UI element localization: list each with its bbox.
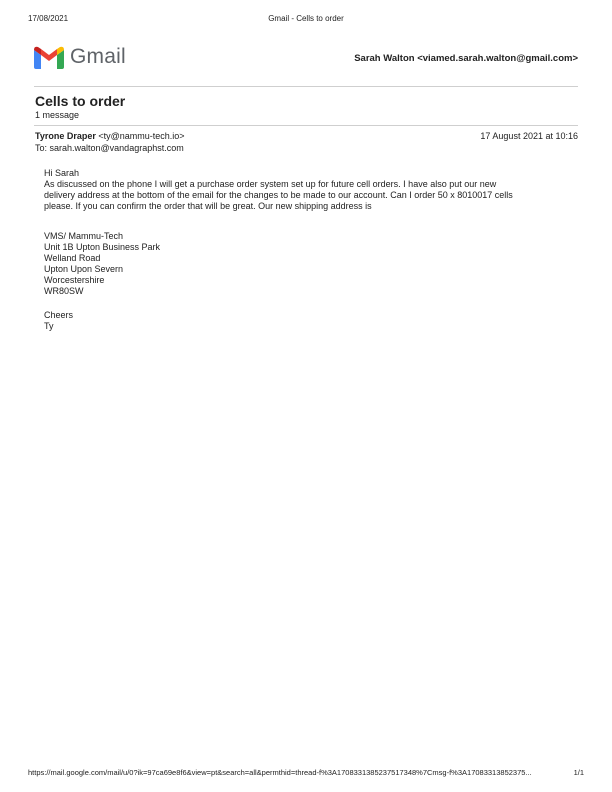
header-divider bbox=[34, 86, 578, 87]
gmail-logo bbox=[34, 44, 126, 70]
gmail-m-icon bbox=[34, 46, 64, 69]
sender bbox=[35, 131, 185, 141]
body-line: please. If you can confirm the order that will be great. Our new shipping address is bbox=[44, 201, 372, 211]
signoff: Cheers bbox=[44, 310, 74, 320]
page-number: 1/1 bbox=[573, 768, 584, 777]
account-identity: Sarah Walton <viamed.sarah.walton@gmail.com> bbox=[354, 53, 578, 64]
greeting: Hi Sarah bbox=[44, 168, 80, 178]
print-page-title: Gmail - Cells to order bbox=[268, 14, 344, 23]
address-line: VMS/ Mammu-Tech bbox=[44, 231, 124, 241]
recipient: To: sarah.walton@vandagraphst.com bbox=[35, 143, 184, 153]
message-body bbox=[44, 168, 564, 332]
sender-email: <ty@nammu-tech.io> bbox=[98, 131, 185, 141]
thread-divider bbox=[34, 125, 578, 126]
address-line: Worcestershire bbox=[44, 275, 105, 285]
body-line: As discussed on the phone I will get a purchase order system set up for future cell orders. I have also put our new bbox=[44, 179, 497, 189]
message-count: 1 message bbox=[35, 110, 80, 120]
address-line: Welland Road bbox=[44, 253, 101, 263]
address-line: Unit 1B Upton Business Park bbox=[44, 242, 161, 252]
body-line: delivery address at the bottom of the email for the changes to be made to our account. Can I order 50 x 8010017 cells bbox=[44, 190, 513, 200]
gmail-wordmark: Gmail bbox=[70, 45, 126, 68]
sender-name: Tyrone Draper bbox=[35, 131, 96, 141]
address-line: WR80SW bbox=[44, 286, 84, 296]
print-date: 17/08/2021 bbox=[28, 14, 69, 23]
print-url: https://mail.google.com/mail/u/0?ik=97ca69e8f6&view=pt&search=all&permthid=thread-f%3A1708331385237517348%7Cmsg-f%3A17083313852375... bbox=[28, 768, 532, 777]
message-date: 17 August 2021 at 10:16 bbox=[480, 131, 578, 141]
print-footer bbox=[28, 768, 584, 780]
print-header bbox=[28, 14, 584, 26]
thread-subject: Cells to order bbox=[35, 93, 126, 109]
address-line: Upton Upon Severn bbox=[44, 264, 124, 274]
signature: Ty bbox=[44, 321, 54, 331]
